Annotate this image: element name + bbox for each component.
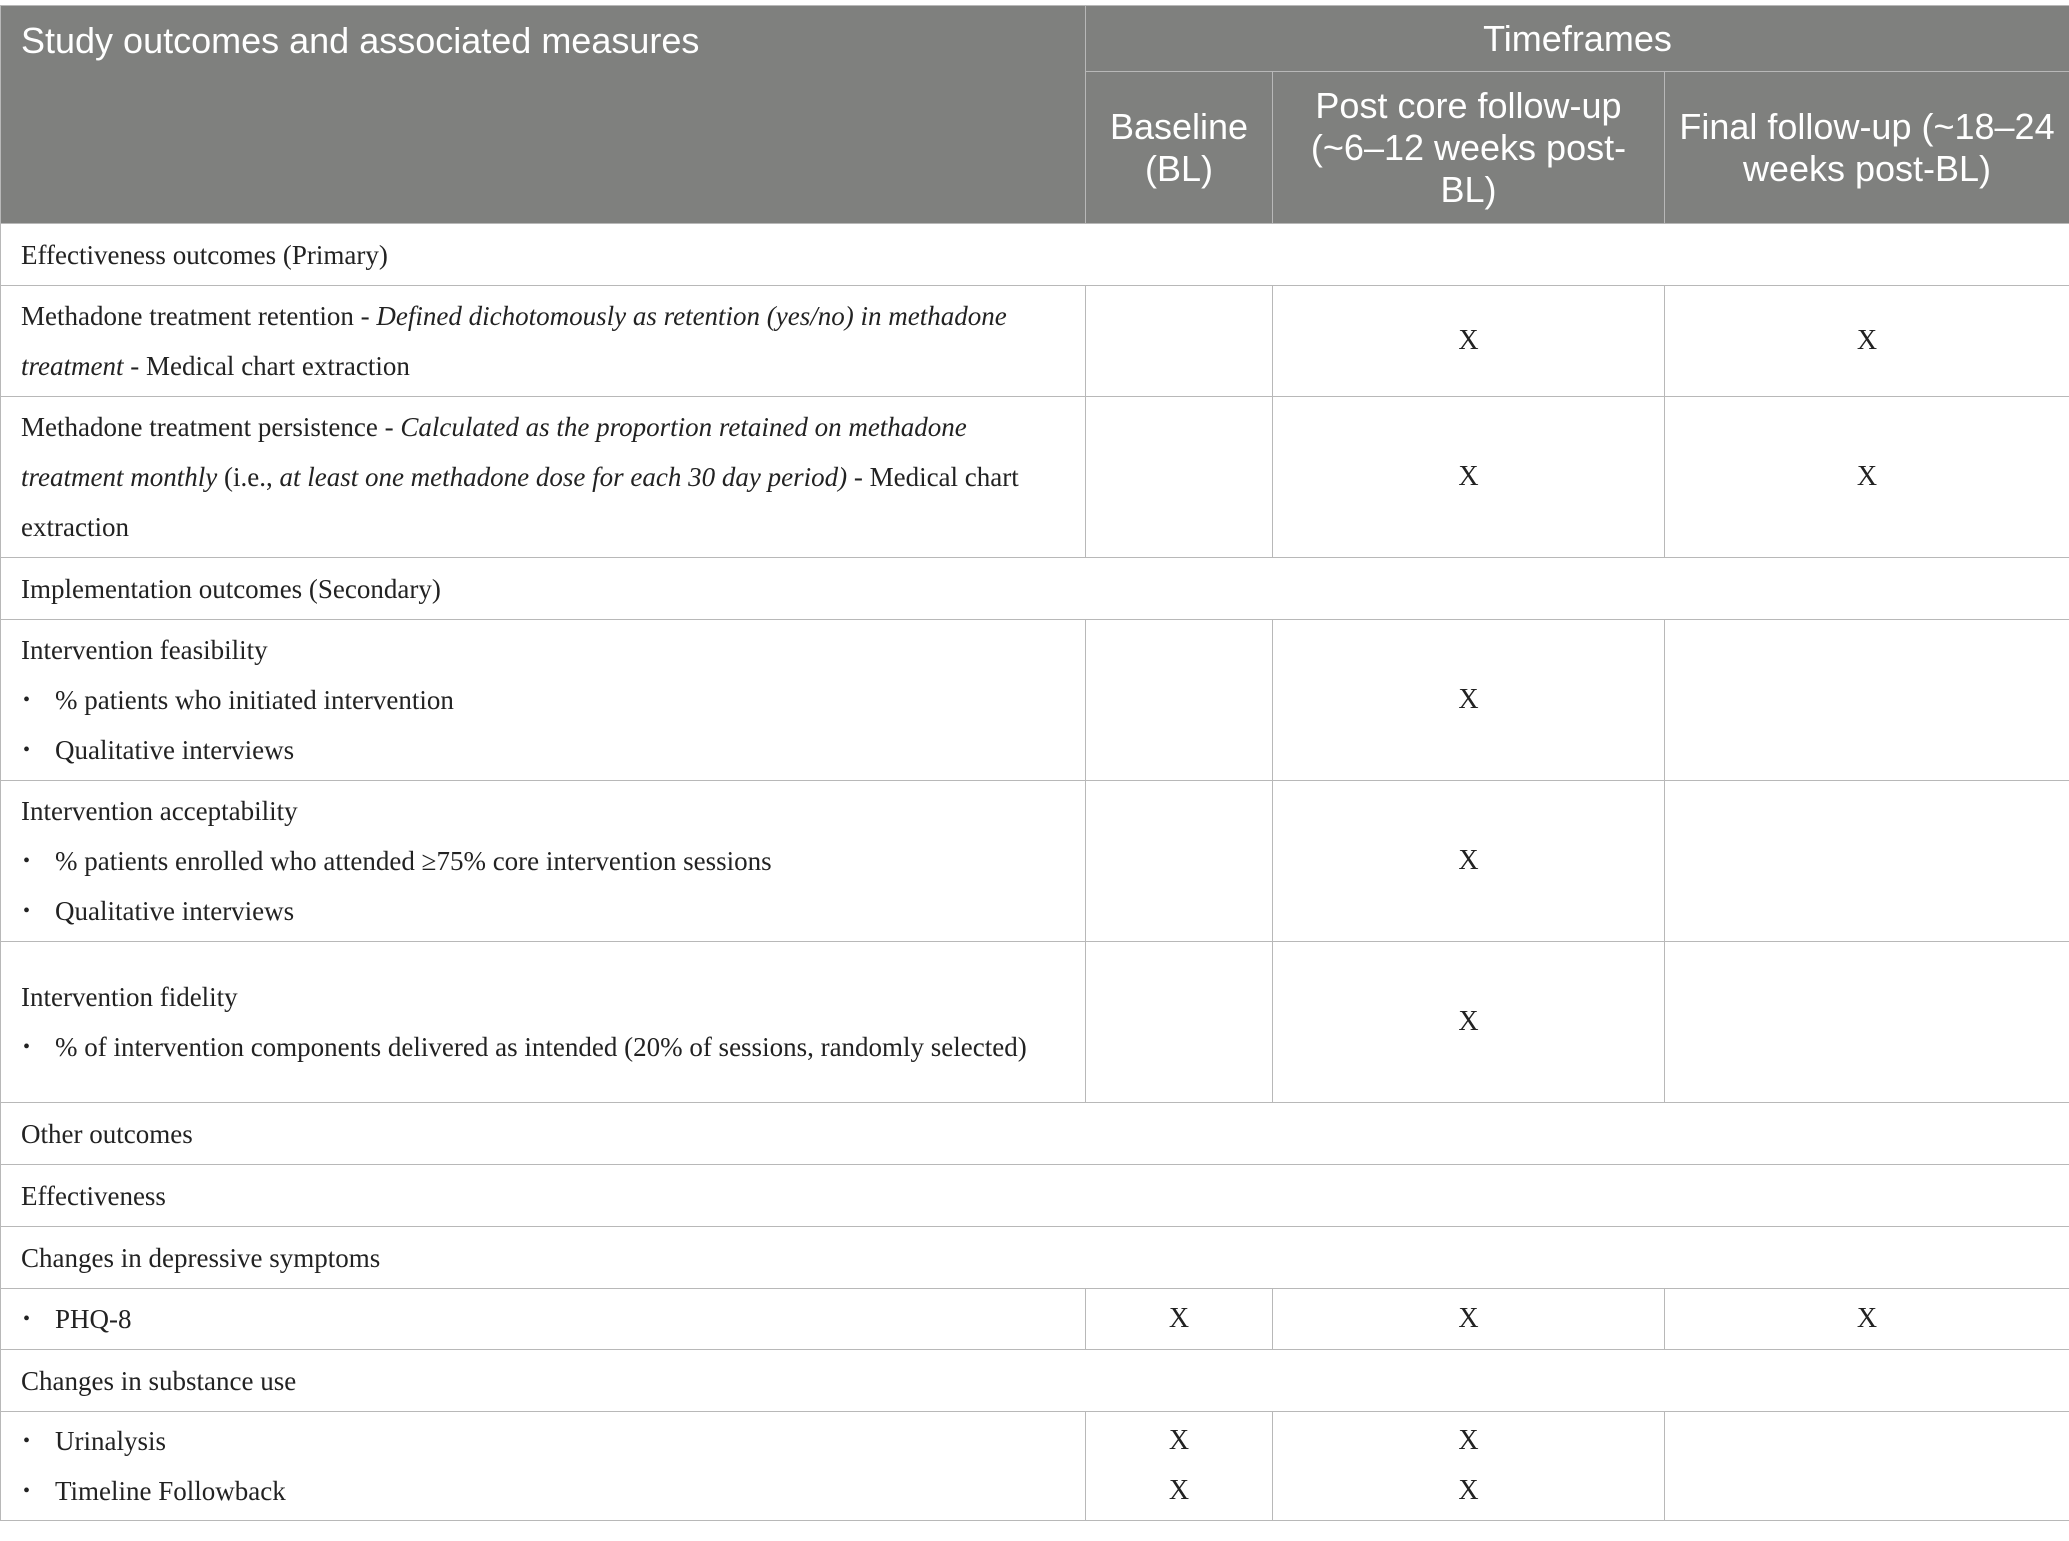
mark-baseline xyxy=(1086,620,1273,781)
section-row-other xyxy=(1,1103,2069,1165)
list-item: • Timeline Followback xyxy=(21,1466,1065,1516)
measure-definition: Calculated as the proportion retained on methadone treatment monthly xyxy=(21,412,967,492)
mark-urinalysis: X xyxy=(1168,1425,1190,1456)
header-post-core-follow-up: Post core follow-up (~6–12 weeks post-BL) xyxy=(1273,72,1665,224)
mark-timeline-followback: X xyxy=(1168,1475,1190,1506)
measure-name: Methadone treatment persistence - xyxy=(21,412,401,442)
measure-list xyxy=(21,1022,1065,1072)
mark-final xyxy=(1665,942,2069,1103)
section-label-primary: Effectiveness outcomes (Primary) xyxy=(1,224,2069,286)
mark-post: X xyxy=(1273,942,1665,1103)
section-label-other: Other outcomes xyxy=(1,1103,2069,1165)
section-row-effectiveness xyxy=(1,1165,2069,1227)
list-item: • Qualitative interviews xyxy=(21,886,1065,936)
list-item: • % patients who initiated intervention xyxy=(21,675,1065,725)
mark-urinalysis: X xyxy=(1458,1425,1479,1456)
mark-final xyxy=(1665,1412,2069,1521)
section-label-substance: Changes in substance use xyxy=(1,1350,2069,1412)
measure-source: - Medical chart extraction xyxy=(21,462,1019,542)
measure-title: Intervention fidelity xyxy=(21,982,238,1012)
measure-ie: (i.e., xyxy=(217,462,280,492)
mark-baseline xyxy=(1086,781,1273,942)
mark-post xyxy=(1273,1412,1665,1521)
measure-title: Intervention acceptability xyxy=(21,796,298,826)
mark-post: X xyxy=(1273,620,1665,781)
header-timeframes: Timeframes xyxy=(1086,6,2069,72)
header-baseline: Baseline (BL) xyxy=(1086,72,1273,224)
mark-final: X xyxy=(1665,1289,2069,1350)
measure-substance xyxy=(1,1412,1086,1521)
section-row-depressive xyxy=(1,1227,2069,1289)
table-body xyxy=(1,224,2069,1521)
mark-baseline xyxy=(1086,286,1273,397)
mark-timeline-followback: X xyxy=(1458,1475,1479,1506)
measure-definition-detail: at least one methadone dose for each 30 day period) xyxy=(279,462,848,492)
list-item: • % patients enrolled who attended ≥75% core intervention sessions xyxy=(21,836,1065,886)
list-item: • Urinalysis xyxy=(21,1416,1065,1466)
measure-definition: Defined dichotomously as retention (yes/no) in methadone treatment xyxy=(21,301,1007,381)
measure-name: Methadone treatment retention - xyxy=(21,301,377,331)
table-row-persistence xyxy=(1,397,2069,558)
measure-list xyxy=(21,675,1065,775)
measure-retention xyxy=(1,286,1086,397)
mark-final: X xyxy=(1665,286,2069,397)
mark-baseline xyxy=(1086,942,1273,1103)
measure-list xyxy=(21,836,1065,936)
mark-final: X xyxy=(1665,397,2069,558)
mark-baseline: X xyxy=(1086,1289,1273,1350)
mark-post: X xyxy=(1273,286,1665,397)
outcomes-table xyxy=(0,5,2069,1521)
mark-post: X xyxy=(1273,781,1665,942)
mark-final xyxy=(1665,620,2069,781)
header-final-follow-up: Final follow-up (~18–24 weeks post-BL) xyxy=(1665,72,2069,224)
table-row-retention xyxy=(1,286,2069,397)
list-item: • Qualitative interviews xyxy=(21,725,1065,775)
table-row-fidelity xyxy=(1,942,2069,1103)
table-row-substance xyxy=(1,1412,2069,1521)
table-row-acceptability xyxy=(1,781,2069,942)
section-row-substance xyxy=(1,1350,2069,1412)
mark-final xyxy=(1665,781,2069,942)
list-item: • % of intervention components delivered as intended (20% of sessions, randomly selected) xyxy=(21,1022,1065,1072)
table-row-feasibility xyxy=(1,620,2069,781)
table-row-phq xyxy=(1,1289,2069,1350)
measure-fidelity xyxy=(1,942,1086,1103)
measure-feasibility xyxy=(1,620,1086,781)
list-item: • PHQ-8 xyxy=(21,1294,1065,1344)
measure-list xyxy=(21,1416,1065,1516)
mark-post: X xyxy=(1273,397,1665,558)
mark-post: X xyxy=(1273,1289,1665,1350)
measure-persistence xyxy=(1,397,1086,558)
mark-baseline xyxy=(1086,397,1273,558)
measure-acceptability xyxy=(1,781,1086,942)
section-label-depressive: Changes in depressive symptoms xyxy=(1,1227,2069,1289)
table-header xyxy=(1,6,2069,224)
measure-phq xyxy=(1,1289,1086,1350)
section-row-secondary xyxy=(1,558,2069,620)
measure-source: - Medical chart extraction xyxy=(123,351,410,381)
measure-title: Intervention feasibility xyxy=(21,635,268,665)
section-label-secondary: Implementation outcomes (Secondary) xyxy=(1,558,2069,620)
mark-baseline xyxy=(1086,1412,1273,1521)
section-label-effectiveness: Effectiveness xyxy=(1,1165,2069,1227)
measure-list xyxy=(21,1294,1065,1344)
header-outcomes-measures: Study outcomes and associated measures xyxy=(1,6,1086,224)
section-row-primary xyxy=(1,224,2069,286)
